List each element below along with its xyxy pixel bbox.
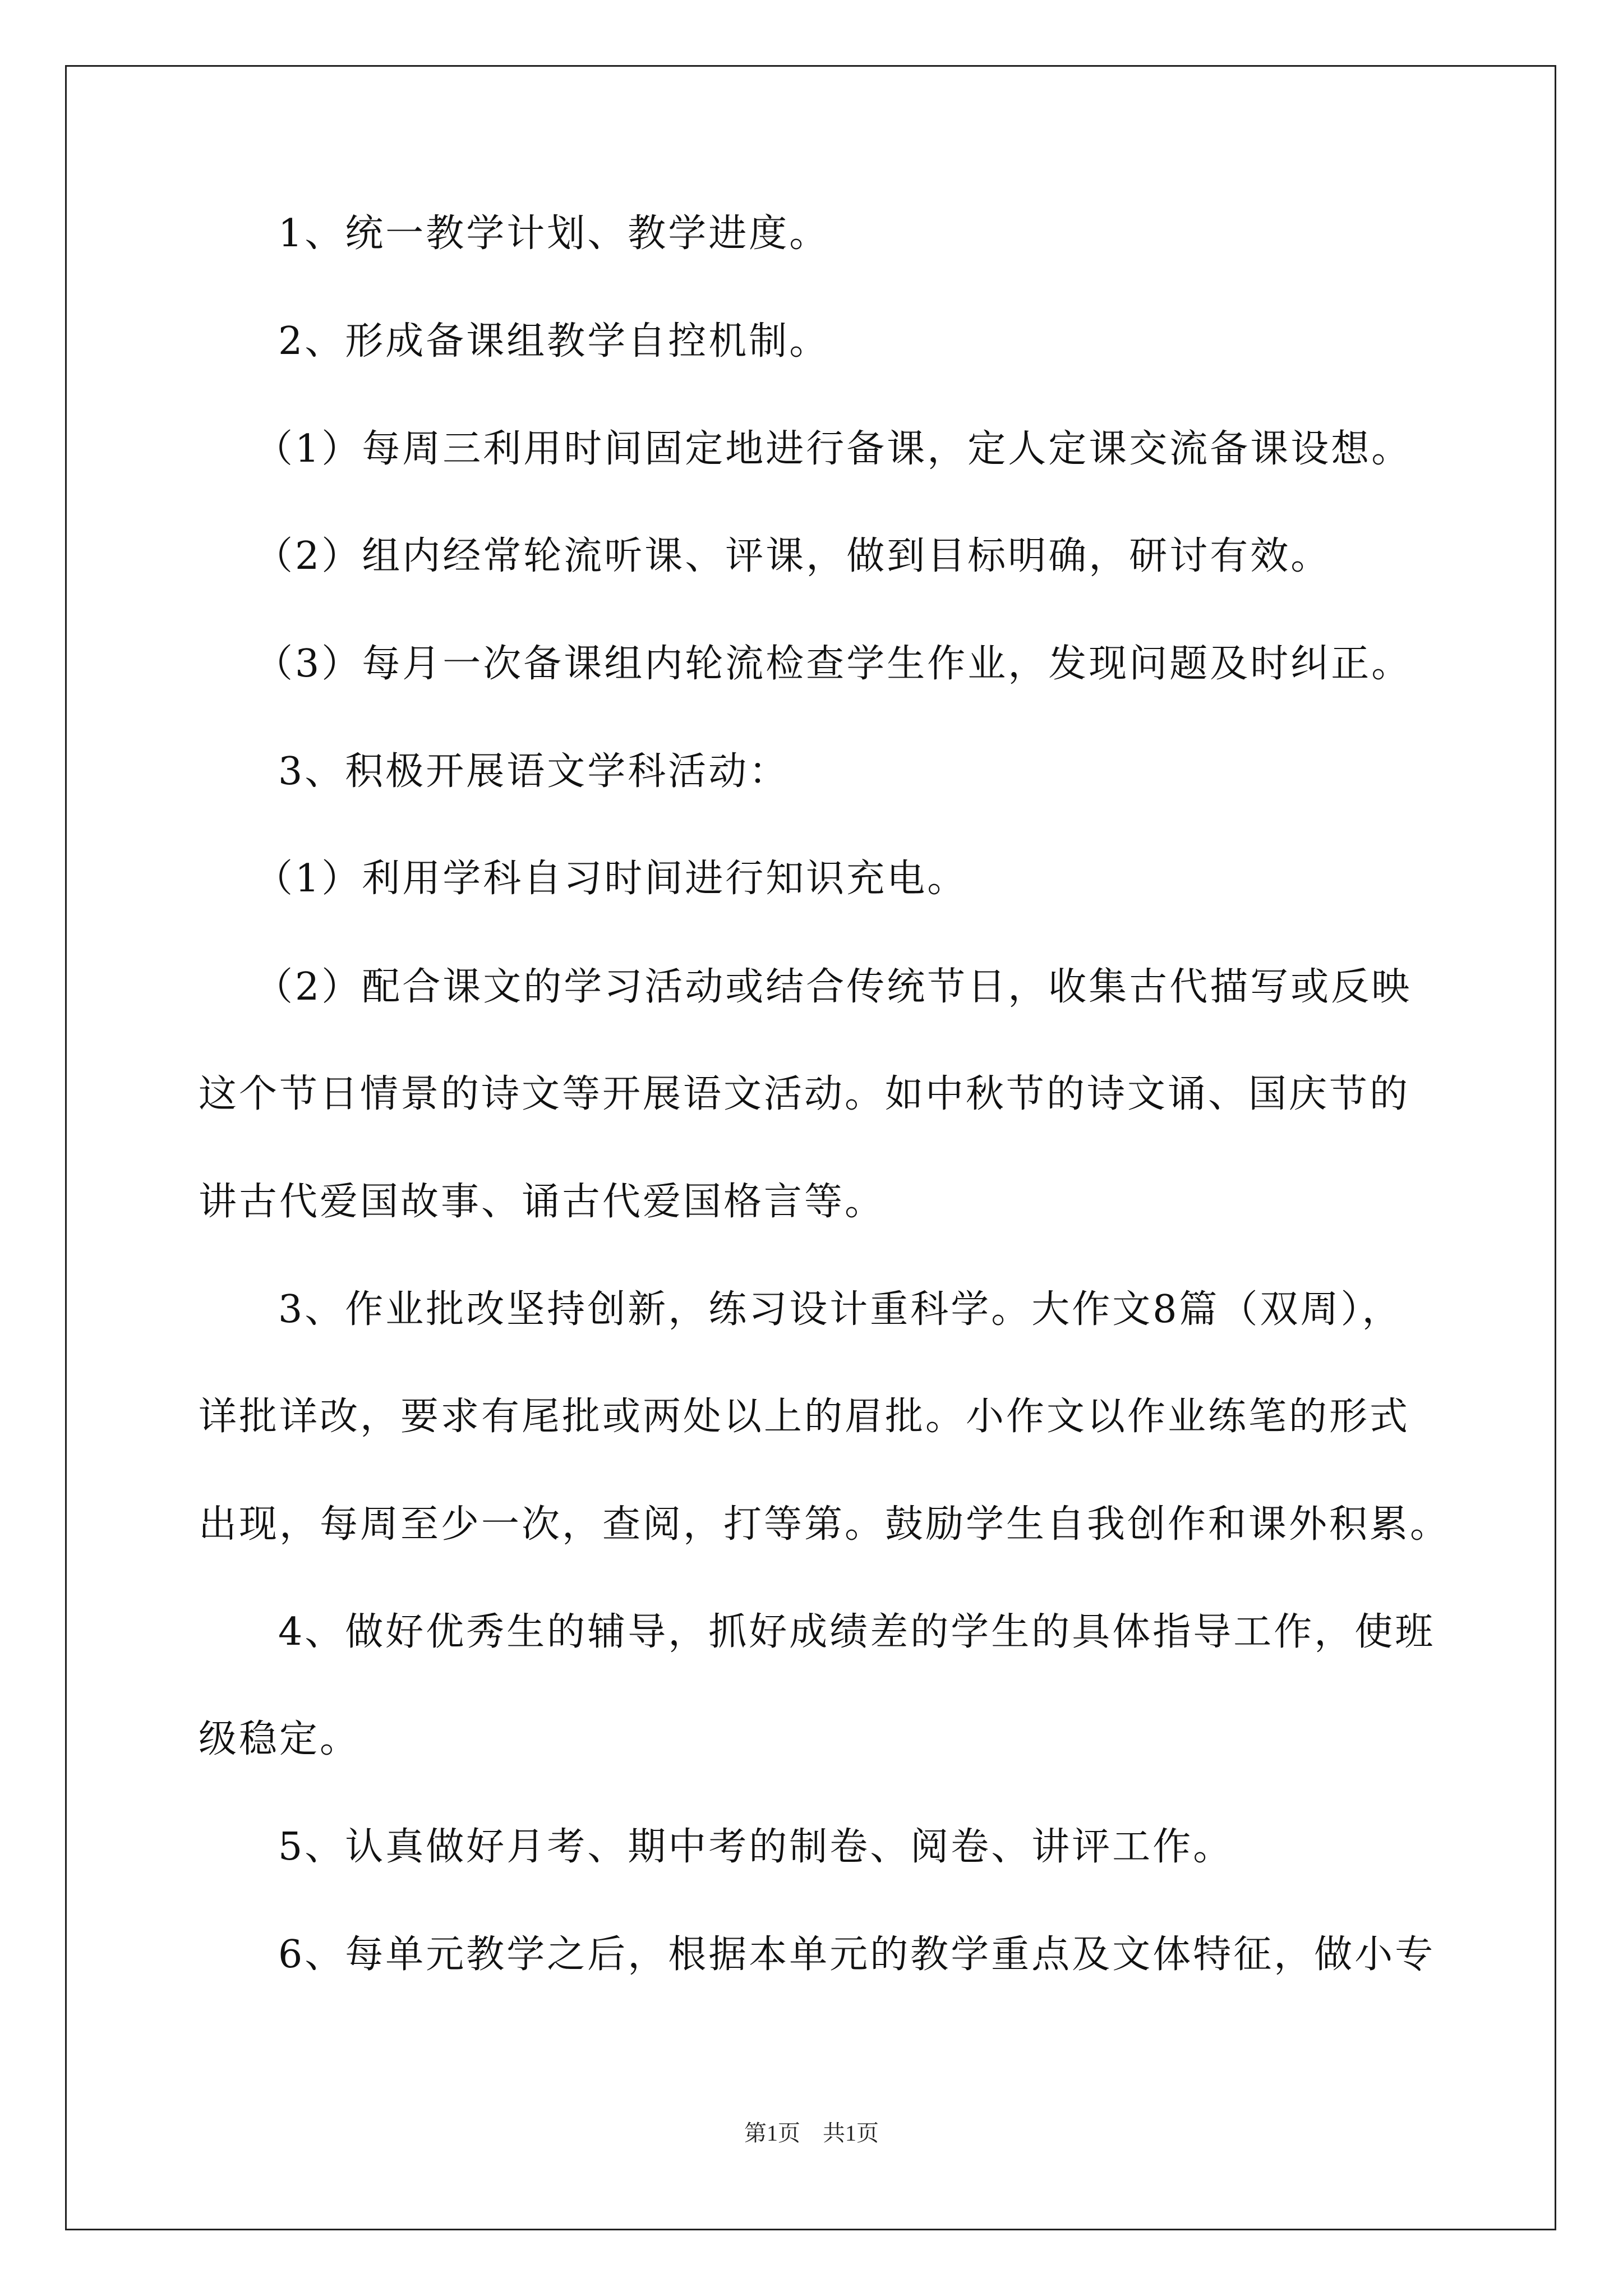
- text-line: 出现，每周至少一次，查阅，打等第。鼓励学生自我创作和课外积累。: [199, 1502, 1451, 1547]
- text-line: 讲古代爱国故事、诵古代爱国格言等。: [199, 1180, 886, 1224]
- text-line: （3）每月一次备课组内轮流检查学生作业，发现问题及时纠正。: [255, 642, 1412, 686]
- page-footer: [0, 2119, 1623, 2147]
- text-line: 详批详改，要求有尾批或两处以上的眉批。小作文以作业练笔的形式: [199, 1395, 1410, 1439]
- text-line: 5、认真做好月考、期中考的制卷、阅卷、讲评工作。: [278, 1825, 1234, 1869]
- text-line: 3、积极开展语文学科活动：: [278, 749, 790, 794]
- text-line: （2）配合课文的学习活动或结合传统节日，收集古代描写或反映: [255, 965, 1412, 1009]
- text-line: 6、每单元教学之后，根据本单元的教学重点及文体特征，做小专: [278, 1932, 1436, 1977]
- page-total: 共1页: [823, 2120, 879, 2146]
- text-line: （1）每周三利用时间固定地进行备课，定人定课交流备课设想。: [255, 427, 1412, 471]
- page-number: 第1页: [744, 2120, 800, 2146]
- text-line: 3、作业批改坚持创新，练习设计重科学。大作文8篇（双周），: [278, 1287, 1403, 1332]
- text-line: （2）组内经常轮流听课、评课，做到目标明确，研讨有效。: [255, 534, 1331, 578]
- text-line: 级稳定。: [199, 1717, 361, 1761]
- text-line: （1）利用学科自习时间进行知识充电。: [255, 857, 968, 901]
- text-line: 4、做好优秀生的辅导，抓好成绩差的学生的具体指导工作，使班: [278, 1610, 1436, 1654]
- text-line: 这个节日情景的诗文等开展语文活动。如中秋节的诗文诵、国庆节的: [199, 1072, 1410, 1116]
- page-border: [65, 65, 1556, 2230]
- text-line: 2、形成备课组教学自控机制。: [278, 319, 830, 364]
- text-line: 1、统一教学计划、教学进度。: [278, 211, 830, 256]
